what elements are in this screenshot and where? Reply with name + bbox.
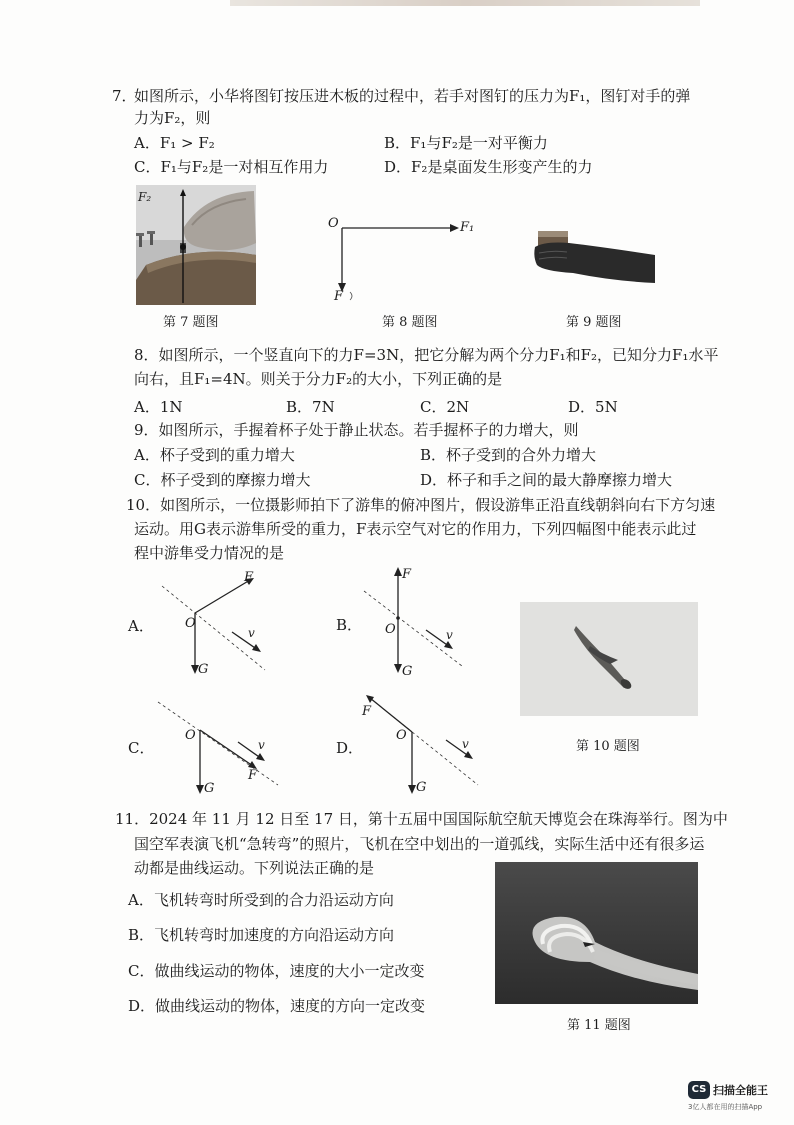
q11-stem-line3: 动都是曲线运动。下列说法正确的是	[134, 859, 375, 877]
q10-stem-line3: 程中游隼受力情况的是	[134, 544, 285, 562]
q11-option-b: B．飞机转弯时加速度的方向沿运动方向	[128, 926, 395, 944]
fig7-label-f2: F₂	[138, 190, 152, 204]
q10b-label-v: v	[446, 628, 453, 642]
q10-label-d: D．	[336, 739, 364, 757]
q7-option-c: C．F₁与F₂是一对相互作用力	[134, 158, 329, 176]
q10a-label-g: G	[198, 662, 209, 677]
camscanner-logo-icon: CS	[688, 1081, 710, 1099]
q10b-label-g: G	[402, 664, 413, 679]
scan-top-edge	[230, 0, 700, 6]
q10-label-b: B．	[336, 616, 363, 634]
q10-diagram-b	[360, 563, 470, 683]
q10c-label-o: O	[185, 728, 196, 743]
scanner-app-name: 扫描全能王	[713, 1084, 768, 1097]
q9-option-b: B．杯子受到的合外力增大	[420, 446, 597, 464]
q7-number: 7．	[112, 87, 137, 105]
caption-fig9: 第 9 题图	[566, 315, 622, 330]
q10a-label-f: F	[244, 570, 254, 585]
q10c-label-v: v	[258, 738, 265, 752]
q11-stem-line2: 国空军表演飞机“急转弯”的照片，飞机在空中划出的一道弧线，实际生活中还有很多运	[134, 835, 705, 853]
scanner-app-tagline: 3亿人都在用的扫描App	[688, 1103, 763, 1111]
q11-option-c: C．做曲线运动的物体，速度的大小一定改变	[128, 962, 425, 980]
q10d-label-g: G	[416, 780, 427, 795]
fig9-photo	[533, 225, 655, 290]
q7-option-b: B．F₁与F₂是一对平衡力	[384, 134, 548, 152]
q10a-label-v: v	[248, 626, 255, 640]
q10d-label-f: F	[362, 704, 372, 719]
fig8-label-o: O	[328, 216, 339, 231]
q7-option-a: A．F₁ > F₂	[134, 134, 215, 152]
fig8-label-f1: F₁	[460, 220, 475, 235]
q10c-label-g: G	[204, 781, 215, 796]
q9-option-a: A．杯子受到的重力增大	[134, 446, 295, 464]
q8-option-b: B．7N	[286, 398, 335, 416]
q11-stem-line1: 11．2024 年 11 月 12 日至 17 日，第十五届中国国际航空航天博览会在珠海举行。图为中	[115, 810, 728, 828]
q10d-label-o: O	[396, 728, 407, 743]
q7-option-d: D．F₂是桌面发生形变产生的力	[384, 158, 593, 176]
q8-option-d: D．5N	[568, 398, 618, 416]
q7-stem-line2: 力为F₂，则	[134, 109, 211, 127]
q10c-label-f: F	[248, 768, 258, 783]
q9-option-c: C．杯子受到的摩擦力增大	[134, 471, 311, 489]
q10-label-a: A．	[128, 617, 154, 635]
q8-stem-line2: 向右，且F₁=4N。则关于分力F₂的大小，下列正确的是	[134, 370, 503, 388]
caption-fig7: 第 7 题图	[163, 315, 219, 330]
caption-fig11: 第 11 题图	[567, 1018, 631, 1033]
caption-fig10: 第 10 题图	[576, 739, 640, 754]
fig10-photo	[520, 602, 698, 716]
q10b-label-o: O	[385, 622, 396, 637]
q8-option-a: A．1N	[134, 398, 183, 416]
q8-option-c: C．2N	[420, 398, 470, 416]
fig7-photo	[136, 185, 256, 305]
scanner-watermark	[688, 1080, 768, 1111]
q10-diagram-a	[150, 570, 290, 685]
q9-option-d: D．杯子和手之间的最大静摩擦力增大	[420, 471, 673, 489]
q10-stem-line1: 10．如图所示，一位摄影师拍下了游隼的俯冲图片，假设游隼正沿直线朝斜向右下方匀速	[126, 496, 716, 514]
caption-fig8: 第 8 题图	[382, 315, 438, 330]
q10d-label-v: v	[462, 737, 469, 751]
q8-stem-line1: 8．如图所示，一个竖直向下的力F=3N，把它分解为两个分力F₁和F₂，已知分力F₁水平	[134, 346, 719, 364]
q10b-label-f: F	[402, 567, 412, 582]
fig8-diagram	[325, 208, 475, 308]
fig8-label-f: F	[334, 289, 344, 304]
q11-option-a: A．飞机转弯时所受到的合力沿运动方向	[128, 891, 394, 909]
q7-stem-line1: 如图所示，小华将图钉按压进木板的过程中，若手对图钉的压力为F₁，图钉对手的弹	[134, 87, 691, 105]
q10a-label-o: O	[185, 616, 196, 631]
q9-stem: 9．如图所示，手握着杯子处于静止状态。若手握杯子的力增大，则	[134, 421, 579, 439]
fig11-photo	[495, 862, 698, 1004]
q10-stem-line2: 运动。用G表示游隼所受的重力，F表示空气对它的作用力，下列四幅图中能表示此过	[134, 520, 697, 538]
q10-label-c: C．	[128, 739, 155, 757]
q11-option-d: D．做曲线运动的物体，速度的方向一定改变	[128, 997, 426, 1015]
